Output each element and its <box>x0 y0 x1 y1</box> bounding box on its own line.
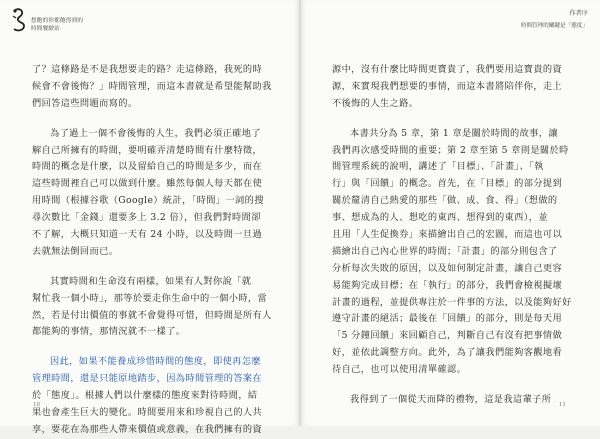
text-line: 享，要花在為那些人帶來價值或意義，在我們擁有的資 <box>32 423 263 435</box>
text-line: 且用「人生促換券」來描繪出自己的宏圖，而這也可以 <box>332 229 563 241</box>
text-line: 分析每次失敗的原因，以及如何制定計畫，讓自己更容 <box>332 262 563 274</box>
text-line: 關於釐清自己熱愛的那些「做、成、食、得」（想做的 <box>332 195 558 207</box>
text-line: 好，並依此調整方向。此外，為了讓我們能夠客觀地看 <box>332 347 563 359</box>
text-line: 時間的概念是什麼，以及留給自己的時間是多少，而在 <box>32 161 263 173</box>
book-title-line1: 想飽的你都飽得到的 <box>31 18 84 24</box>
text-line: 果也會產生巨大的變化。時間要用來和珍視自己的人共 <box>32 407 263 419</box>
text-line: 遵守計畫的絕活；最後在「回饋」的部分，則是每天用 <box>332 313 563 325</box>
left-page-body <box>32 62 272 439</box>
text-line: 幫忙我一個小時」，那等於要走你生命中的一個小時，當 <box>32 292 268 304</box>
running-header-left <box>11 6 131 36</box>
right-page <box>300 0 600 426</box>
text-line: 我得到了一個從天而降的禮物，這是我這輩子所 <box>350 394 552 406</box>
book-title-line2: 時間餐駛站 <box>31 26 60 32</box>
chapter-subtitle: 時間管理的關鍵是「態度」 <box>520 23 588 29</box>
chapter-label: 作者序 <box>569 10 588 17</box>
text-line: 用時間（根據谷歌（Google）統計，「時間」一詞的搜 <box>32 195 264 207</box>
text-line: 本書共分為 5 章，第 1 章是關於時間的故事，讓 <box>350 127 558 139</box>
publisher-logo-icon <box>11 7 27 33</box>
text-line: 了？這條路是不是我想要走的路？走這條路，我死的時 <box>32 64 263 75</box>
text-line: 間管理系統的說明，講述了「目標」、「計畫」、「執 <box>332 161 544 173</box>
text-line: 源中，沒有什麼比時間更寶貴了，我們要用這寶貴的資 <box>332 64 563 75</box>
text-line: 們回答這些問題而寫的。 <box>32 97 138 109</box>
text-line: 這些時間裡自己可以做到什麼。雖然每個人每天都在使 <box>32 178 263 190</box>
text-line: 為了過上一個不會後悔的人生，我們必須正確地了 <box>50 127 261 139</box>
text-line: 「5 分鐘回饋」來回顧自己，判斷自己有沒有把事情做 <box>332 330 563 342</box>
running-header-right <box>521 8 588 29</box>
text-line: 其實時間和生命沒有兩樣，如果有人對你說「就 <box>50 275 252 287</box>
book-gutter <box>299 0 301 426</box>
text-line: 不了解，大概只知道一天有 24 小時，以及時間一旦過 <box>32 229 263 241</box>
text-line: 事、想成為的人、想吃的東西、想得到的東西），並 <box>332 212 548 224</box>
text-line: 都能夠的事情，那情況就不一樣了。 <box>32 326 186 338</box>
text-line: 待自己，也可以使用清單確認。 <box>332 364 467 376</box>
text-line: 然，若是付出價值的事就不會覺得可惜，但時間是所有人 <box>32 309 272 321</box>
highlighted-text-line: 因此，如果不能養成珍惜時間的態度，即使再怎麼 <box>50 356 261 368</box>
text-line: 計畫的過程，並提供專注於一件事的方法，以及能夠好好 <box>332 296 572 308</box>
text-line: 於「態度」。根據人們以什麼樣的態度來對待時間，結 <box>32 390 258 402</box>
page-number-right: 11 <box>558 402 566 408</box>
left-page <box>0 0 300 435</box>
text-line: 尋次數比「金錢」還要多上 3.2 倍），但我們對時間卻 <box>32 212 261 224</box>
text-line: 易能夠完成目標；在「執行」的部分，我們會檢視擬壞 <box>332 279 563 291</box>
text-line: 解自己所擁有的時間，要明確弄清楚時間有什麼特徵， <box>32 144 263 156</box>
highlighted-text-line: 管理時間，還是只能原地踏步，因為時間管理的答案在 <box>32 373 263 385</box>
text-line: 我們再次感受時間的重要；第 2 章至第 5 章則是關於時 <box>332 144 569 156</box>
page-number-left: 10 <box>33 402 41 408</box>
text-line: 不後悔的人生之路。 <box>332 97 419 109</box>
text-line: 去就無法倒回而已。 <box>32 245 119 257</box>
text-line: 行」與「回饋」的概念。首先，在「目標」的部分提到 <box>332 178 563 190</box>
right-page-body <box>332 62 572 409</box>
text-line: 源，來實現我們想要的事情，而這本書將陪伴你，走上 <box>332 80 563 92</box>
text-line: 描繪出自己內心世界的時間；「計畫」的部分則包含了 <box>332 245 558 257</box>
text-line: 候會不會後悔？」時間管理，而這本書就是希望能幫助我 <box>32 80 272 92</box>
